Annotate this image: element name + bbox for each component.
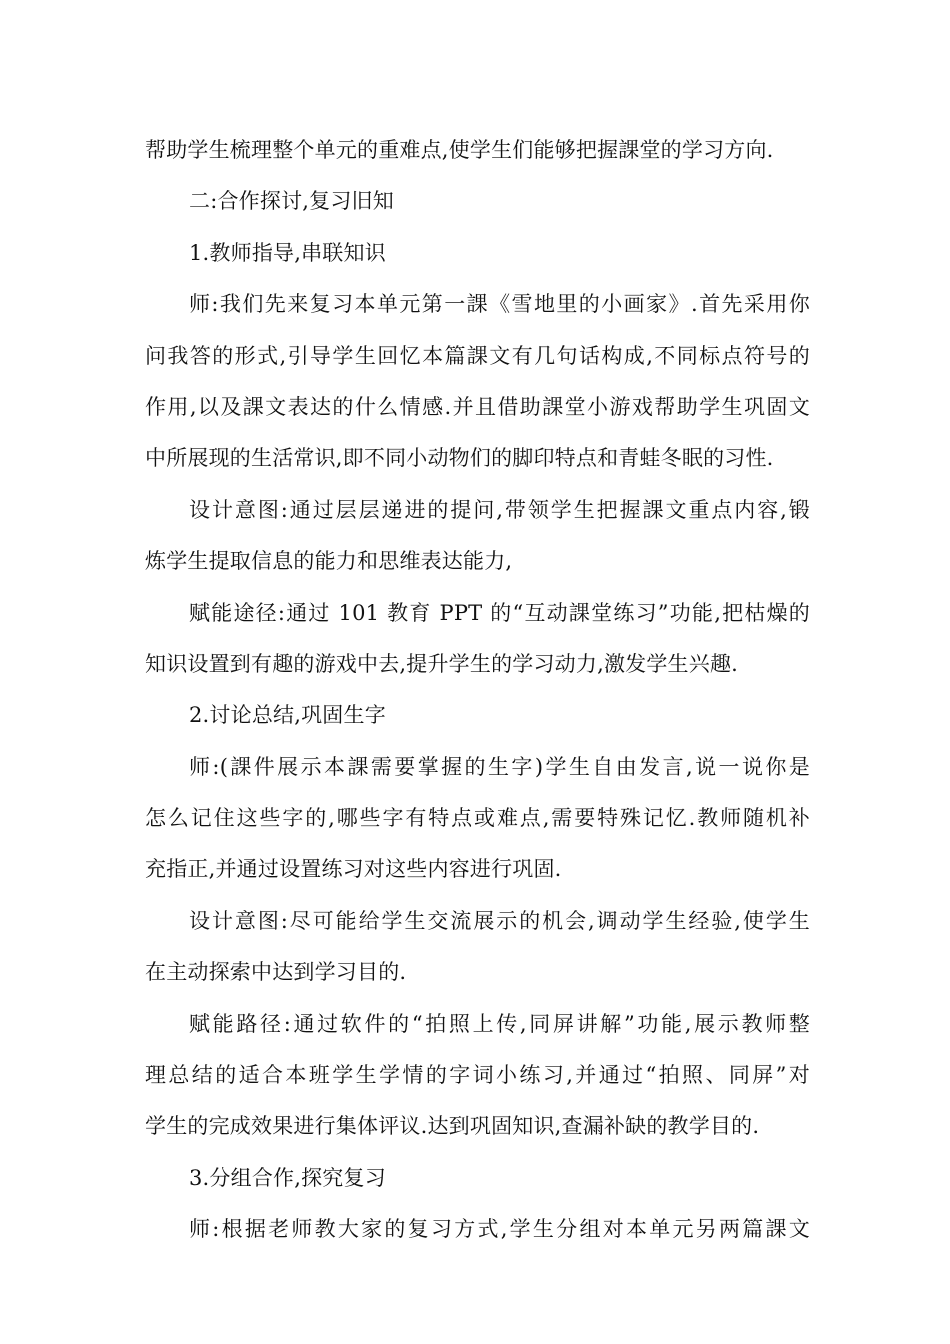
paragraph-line: 作用,以及課文表达的什么情感.并且借助課堂小游戏帮助学生巩固文 [145, 394, 810, 419]
paragraph-line: 知识设置到有趣的游戏中去,提升学生的学习动力,激发学生兴趣. [145, 651, 739, 676]
paragraph-line: 理总结的适合本班学生学情的字词小练习,并通过“拍照、同屏”对 [145, 1063, 810, 1088]
paragraph-line: 怎么记住这些字的,哪些字有特点或难点,需要特殊记忆.教师随机补 [145, 806, 810, 831]
paragraph-line: 设计意图:通过层层递进的提问,带领学生把握課文重点内容,锻 [189, 497, 810, 522]
subsection-heading: 2.讨论总结,巩固生字 [189, 703, 386, 728]
subsection-heading: 1.教师指导,串联知识 [189, 240, 386, 265]
paragraph-line: 炼学生提取信息的能力和思维表达能力, [145, 549, 513, 574]
paragraph-line: 师:(課件展示本課需要掌握的生字)学生自由发言,说一说你是 [189, 754, 810, 779]
paragraph-line: 帮助学生梳理整个单元的重难点,使学生们能够把握課堂的学习方向. [145, 138, 774, 162]
paragraph-line: 问我答的形式,引导学生回忆本篇課文有几句话构成,不同标点符号的 [145, 343, 810, 368]
paragraph-line: 充指正,并通过设置练习对这些内容进行巩固. [145, 857, 562, 882]
paragraph-line: 在主动探索中达到学习目的. [145, 960, 407, 985]
paragraph-line: 赋能路径:通过软件的“拍照上传,同屏讲解”功能,展示教师整 [189, 1011, 810, 1036]
paragraph-line: 赋能途径:通过 101 教育 PPT 的“互动課堂练习”功能,把枯燥的 [189, 600, 810, 625]
paragraph-line: 设计意图:尽可能给学生交流展示的机会,调动学生经验,使学生 [189, 908, 810, 933]
paragraph-line: 师:我们先来复习本单元第一課《雪地里的小画家》.首先采用你 [189, 292, 810, 317]
paragraph-line: 师:根据老师教大家的复习方式,学生分组对本单元另两篇課文 [189, 1217, 810, 1242]
paragraph-line: 中所展现的生活常识,即不同小动物们的脚印特点和青蛙冬眠的习性. [145, 446, 774, 471]
paragraph-line: 学生的完成效果进行集体评议.达到巩固知识,查漏补缺的教学目的. [145, 1114, 760, 1139]
section-heading: 二:合作探讨,复习旧知 [189, 189, 394, 214]
subsection-heading: 3.分组合作,探究复习 [189, 1165, 386, 1190]
document-body [145, 131, 810, 1262]
